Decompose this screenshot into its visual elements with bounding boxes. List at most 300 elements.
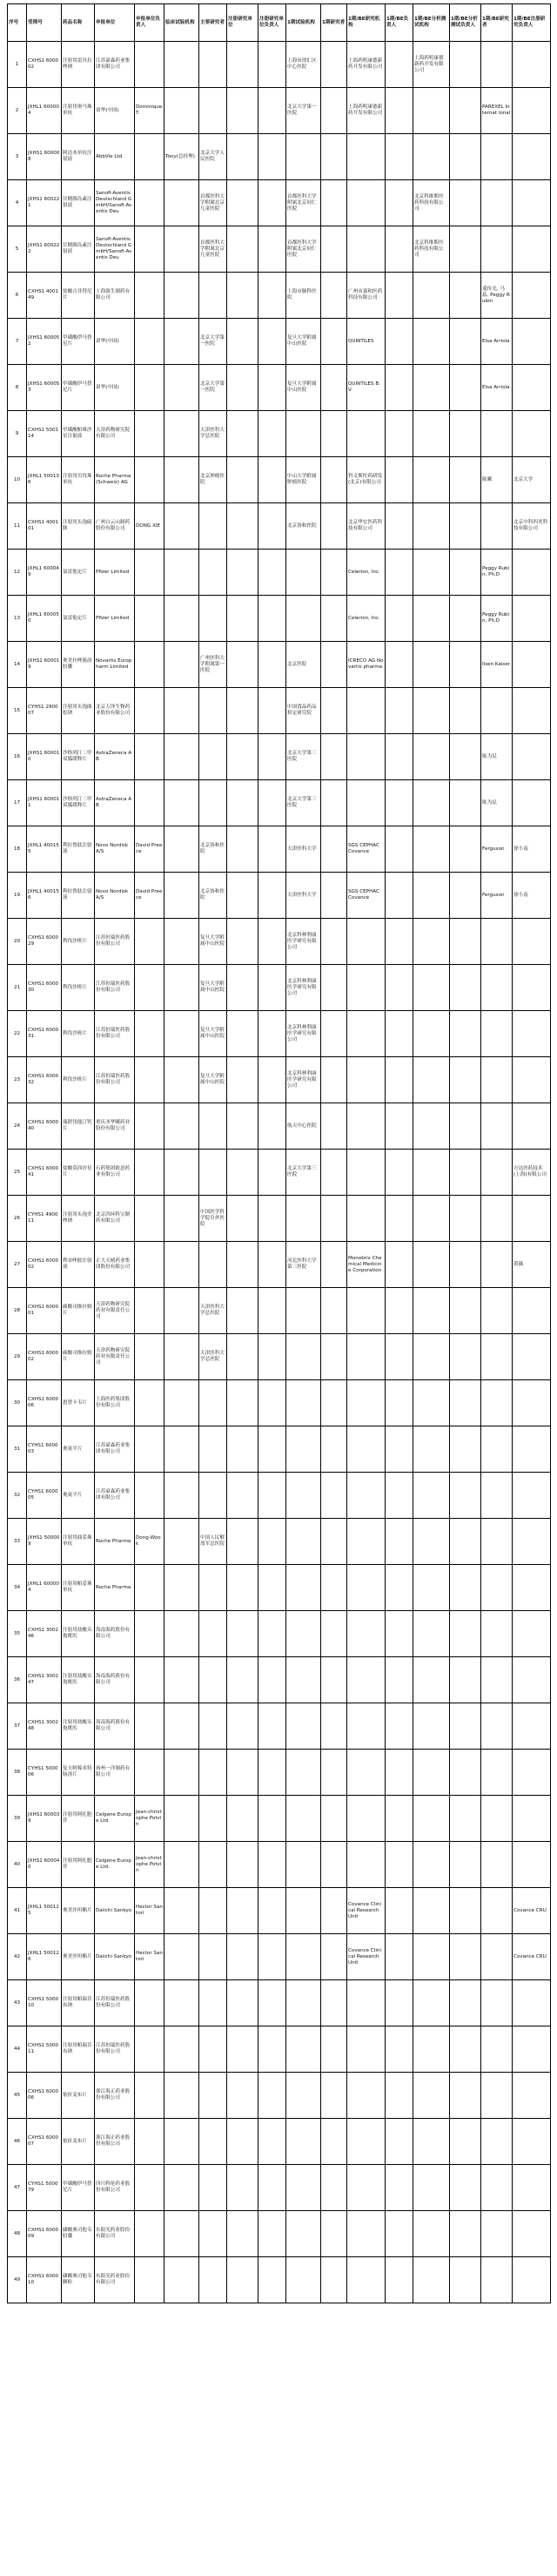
table-cell [227, 457, 258, 503]
table-cell: Elsa Arriola [481, 365, 513, 411]
table-cell [258, 1565, 286, 1611]
table-cell [258, 919, 286, 965]
table-cell [481, 180, 513, 226]
row-number-cell: 45 [8, 2073, 27, 2119]
table-cell: 徐小南 [513, 826, 551, 873]
table-cell [386, 780, 413, 826]
table-cell [227, 1380, 258, 1426]
table-cell [513, 1796, 551, 1842]
row-number-cell: 32 [8, 1473, 27, 1519]
column-header: 1期/BE研究者 [481, 4, 513, 42]
table-cell [258, 1011, 286, 1057]
table-cell [321, 596, 347, 642]
table-cell [481, 1473, 513, 1519]
table-cell [513, 965, 551, 1011]
table-cell [413, 1288, 450, 1334]
table-cell [135, 2211, 164, 2257]
acceptance-number-cell: JXHL1 500136 [27, 457, 62, 503]
row-number-cell: 49 [8, 2257, 27, 2303]
table-cell [386, 2119, 413, 2165]
table-cell [321, 1842, 347, 1888]
table-cell [135, 1657, 164, 1703]
table-cell [199, 1242, 227, 1288]
table-cell [286, 2026, 321, 2073]
table-cell: 四川科伦药业股份有限公司 [95, 2165, 135, 2211]
table-cell [227, 1103, 258, 1150]
table-row [8, 550, 551, 596]
table-cell: Celerion, Inc. [347, 596, 386, 642]
table-cell [258, 1196, 286, 1242]
table-cell [513, 1288, 551, 1334]
table-cell: 正大天晴药业集团股份有限公司 [95, 1242, 135, 1288]
table-cell [135, 134, 164, 180]
table-cell [386, 1934, 413, 1980]
table-row [8, 873, 551, 919]
table-cell [513, 596, 551, 642]
table-row [8, 1242, 551, 1288]
table-cell: 北京大学第三医院 [286, 1150, 321, 1196]
column-header: 主要研究者 [199, 4, 227, 42]
table-cell [258, 180, 286, 226]
table-cell [164, 919, 199, 965]
table-cell [258, 780, 286, 826]
table-cell [227, 780, 258, 826]
table-cell: 北京协和医院 [286, 503, 321, 550]
table-cell: 天津医科大学总医院 [199, 1334, 227, 1380]
table-row [8, 1750, 551, 1796]
table-cell: 北京科维斯医药科技有限公司 [413, 226, 450, 273]
table-row [8, 1888, 551, 1934]
table-cell [481, 1796, 513, 1842]
table-cell: Hector Santori [135, 1934, 164, 1980]
table-cell [286, 1657, 321, 1703]
table-row [8, 2257, 551, 2303]
table-cell: 上海药明康德新药开发有限公司 [413, 42, 450, 88]
table-cell [164, 1473, 199, 1519]
table-cell [227, 1242, 258, 1288]
table-cell [513, 1611, 551, 1657]
column-header: 1期/BE负责人 [386, 4, 413, 42]
table-cell [450, 2073, 481, 2119]
table-row [8, 1426, 551, 1473]
table-cell [450, 1611, 481, 1657]
table-row [8, 411, 551, 457]
column-header: 注册研究单位 [227, 4, 258, 42]
table-cell [413, 503, 450, 550]
table-cell [321, 1334, 347, 1380]
table-cell: Daiichi Sankyo [95, 1888, 135, 1934]
acceptance-number-cell: CXHS1 500010 [27, 1980, 62, 2026]
table-cell [347, 1980, 386, 2026]
acceptance-number-cell: JXHS1 600221 [27, 180, 62, 226]
table-row [8, 2119, 551, 2165]
table-cell [513, 134, 551, 180]
table-cell [135, 226, 164, 273]
table-cell [135, 688, 164, 734]
row-number-cell: 26 [8, 1196, 27, 1242]
table-cell [135, 1196, 164, 1242]
column-header: 药品名称 [62, 4, 95, 42]
table-cell [227, 688, 258, 734]
table-cell [135, 2073, 164, 2119]
table-cell [513, 1657, 551, 1703]
table-cell [450, 1103, 481, 1150]
table-cell: 北京华宏医药科技有限公司 [347, 503, 386, 550]
table-cell [321, 965, 347, 1011]
table-row [8, 365, 551, 411]
drug-name-cell: 阿达木单抗注射液 [62, 134, 95, 180]
table-cell [199, 1796, 227, 1842]
table-cell [164, 1196, 199, 1242]
table-cell [347, 1380, 386, 1426]
table-cell [135, 1057, 164, 1103]
table-cell [481, 965, 513, 1011]
table-cell [258, 319, 286, 365]
table-cell [386, 734, 413, 780]
table-cell: 北京协和医院 [199, 826, 227, 873]
column-header: 申报单位 [95, 4, 135, 42]
row-number-cell: 8 [8, 365, 27, 411]
table-cell [135, 365, 164, 411]
table-cell [135, 919, 164, 965]
table-cell [386, 1565, 413, 1611]
table-cell: Elsa Arriola [481, 319, 513, 365]
table-cell [513, 642, 551, 688]
row-number-cell: 15 [8, 688, 27, 734]
table-cell [199, 2073, 227, 2119]
acceptance-number-cell: JXHS1 600053 [27, 365, 62, 411]
table-cell [386, 2073, 413, 2119]
acceptance-number-cell: CYHS1 490011 [27, 1196, 62, 1242]
column-header: 1期/BE注册研究负责人 [513, 4, 551, 42]
table-cell [450, 1842, 481, 1888]
table-cell [413, 1473, 450, 1519]
table-cell [135, 273, 164, 319]
table-cell [347, 1426, 386, 1473]
table-cell [258, 1703, 286, 1750]
drug-name-cell: 利伐沙班片 [62, 1057, 95, 1103]
table-cell: 北京大学人民医院 [199, 134, 227, 180]
table-cell [258, 1057, 286, 1103]
table-cell: 北京大学第三医院 [286, 734, 321, 780]
table-cell [386, 134, 413, 180]
row-number-cell: 21 [8, 965, 27, 1011]
registration-table-sheet [7, 3, 550, 2303]
table-cell [481, 1288, 513, 1334]
table-cell [286, 411, 321, 457]
table-cell [258, 550, 286, 596]
table-cell: Sanofi-Aventis Deutschland GmbH/Sanofi-Aventis Deu [95, 226, 135, 273]
table-cell [413, 319, 450, 365]
table-cell: ICRECO AG Novartis pharma [347, 642, 386, 688]
table-cell [199, 1565, 227, 1611]
table-cell [227, 273, 258, 319]
table-cell [135, 2119, 164, 2165]
table-cell [286, 134, 321, 180]
table-cell [135, 1565, 164, 1611]
table-cell: 科文斯医药研发(北京)有限公司 [347, 457, 386, 503]
table-cell [286, 550, 321, 596]
table-cell: 重庆圣华曦药业股份有限公司 [95, 1103, 135, 1150]
table-cell [413, 1565, 450, 1611]
table-cell: 黄薇 [513, 1242, 551, 1288]
table-cell [386, 1103, 413, 1150]
table-cell [386, 642, 413, 688]
table-cell [321, 688, 347, 734]
acceptance-number-cell: JXHL1 600050 [27, 596, 62, 642]
table-cell: Pfizer Limited [95, 550, 135, 596]
table-row [8, 1657, 551, 1703]
table-row [8, 1196, 551, 1242]
table-cell [513, 2119, 551, 2165]
table-cell [413, 1380, 450, 1426]
table-cell [481, 1196, 513, 1242]
table-cell [481, 1011, 513, 1057]
table-cell [227, 1657, 258, 1703]
table-cell [413, 1657, 450, 1703]
table-cell [227, 642, 258, 688]
table-row [8, 1796, 551, 1842]
acceptance-number-cell: JXHL1 600049 [27, 550, 62, 596]
table-cell [481, 42, 513, 88]
table-cell: 海南海药股份有限公司 [95, 1703, 135, 1750]
table-cell [135, 411, 164, 457]
table-row [8, 457, 551, 503]
table-cell [513, 1565, 551, 1611]
table-cell [258, 1888, 286, 1934]
table-cell [386, 42, 413, 88]
table-cell [258, 365, 286, 411]
table-cell [164, 1980, 199, 2026]
table-row [8, 596, 551, 642]
table-cell [450, 88, 481, 134]
table-cell [386, 88, 413, 134]
drug-name-cell: 复方阿嗪米特肠溶片 [62, 1750, 95, 1796]
table-cell [413, 134, 450, 180]
drug-name-cell: 碳酸司维拉姆片 [62, 1288, 95, 1334]
table-cell: 首都医科大学附属北京儿童医院 [199, 226, 227, 273]
table-cell [164, 1057, 199, 1103]
table-row [8, 965, 551, 1011]
table-cell [164, 1703, 199, 1750]
table-cell [481, 1057, 513, 1103]
table-cell [413, 688, 450, 734]
table-cell: 复旦大学附属中山医院 [199, 965, 227, 1011]
table-cell [164, 457, 199, 503]
table-cell [321, 2119, 347, 2165]
drug-name-cell: 恩替卡韦片 [62, 1380, 95, 1426]
table-cell [286, 2257, 321, 2303]
table-cell [450, 1196, 481, 1242]
table-cell [135, 965, 164, 1011]
table-cell: 浙江海正药业股份有限公司 [95, 2073, 135, 2119]
table-cell: 海南海药股份有限公司 [95, 1657, 135, 1703]
table-cell [450, 457, 481, 503]
table-cell [481, 503, 513, 550]
acceptance-number-cell: CXHS1 600029 [27, 919, 62, 965]
table-cell [513, 411, 551, 457]
table-cell [413, 1242, 450, 1288]
table-row [8, 1103, 551, 1150]
table-cell [513, 1103, 551, 1150]
table-cell: 天津医科大学总医院 [199, 411, 227, 457]
table-cell [258, 1242, 286, 1288]
table-cell [321, 1011, 347, 1057]
table-cell [450, 1242, 481, 1288]
table-cell [164, 734, 199, 780]
table-cell [450, 1980, 481, 2026]
table-cell [386, 965, 413, 1011]
table-cell: 诺华(中国) [95, 88, 135, 134]
table-cell: Celgene Europe Ltd. [95, 1796, 135, 1842]
table-cell: 上海医药集团股份有限公司 [95, 1380, 135, 1426]
table-cell [386, 1750, 413, 1796]
table-cell: QUINTILES [347, 319, 386, 365]
table-cell [321, 457, 347, 503]
table-cell: 东阳光药业股份有限公司 [95, 2257, 135, 2303]
table-cell [347, 1150, 386, 1196]
table-cell [227, 1473, 258, 1519]
acceptance-number-cell: JXHS1 600039 [27, 1796, 62, 1842]
table-cell [347, 1103, 386, 1150]
table-cell [413, 1703, 450, 1750]
drug-name-cell: 注射用盐酸头孢吡肟 [62, 1611, 95, 1657]
table-cell [481, 1242, 513, 1288]
table-cell [481, 2257, 513, 2303]
table-cell [321, 88, 347, 134]
table-cell [513, 180, 551, 226]
table-cell [481, 1565, 513, 1611]
table-cell [413, 1611, 450, 1657]
acceptance-number-cell: CXHS1 400101 [27, 503, 62, 550]
table-cell [450, 1888, 481, 1934]
table-cell [164, 826, 199, 873]
drug-name-cell: 沙格列汀二甲双胍缓释片 [62, 734, 95, 780]
acceptance-number-cell: CXHS1 600002 [27, 42, 62, 88]
table-cell [321, 1519, 347, 1565]
table-cell [227, 1288, 258, 1334]
table-cell [450, 319, 481, 365]
table-cell [286, 1196, 321, 1242]
table-cell [258, 1519, 286, 1565]
table-cell [227, 2119, 258, 2165]
table-cell [286, 1565, 321, 1611]
table-cell [321, 1611, 347, 1657]
table-cell [135, 596, 164, 642]
table-cell: 江苏恒瑞医药股份有限公司 [95, 2026, 135, 2073]
table-cell [164, 550, 199, 596]
table-cell [258, 411, 286, 457]
table-cell [258, 457, 286, 503]
table-cell: 复旦大学附属中山医院 [199, 1057, 227, 1103]
table-cell [450, 503, 481, 550]
table-cell [258, 965, 286, 1011]
drug-name-cell: 注射用阿扎胞苷 [62, 1796, 95, 1842]
table-cell: 北京科林利康医学研究有限公司 [286, 919, 321, 965]
table-cell [321, 2073, 347, 2119]
table-cell [450, 273, 481, 319]
table-cell [481, 1703, 513, 1750]
table-cell: 北京大学第一医院 [199, 319, 227, 365]
table-header [8, 4, 551, 42]
table-cell: 北京科维斯医药科技有限公司 [413, 180, 450, 226]
table-cell [450, 226, 481, 273]
table-row [8, 1611, 551, 1657]
table-cell [164, 1519, 199, 1565]
table-cell: 天津药物研究院有限公司 [95, 411, 135, 457]
table-cell: 诺华(中国) [95, 365, 135, 411]
table-cell [227, 1796, 258, 1842]
table-cell [321, 1934, 347, 1980]
table-cell [321, 2165, 347, 2211]
table-cell [164, 688, 199, 734]
row-number-cell: 23 [8, 1057, 27, 1103]
acceptance-number-cell: CYHS1 600005 [27, 1473, 62, 1519]
table-cell [321, 1426, 347, 1473]
table-row [8, 2211, 551, 2257]
table-cell [347, 180, 386, 226]
table-cell [413, 1842, 450, 1888]
table-cell [413, 2211, 450, 2257]
table-cell [286, 1288, 321, 1334]
table-cell [450, 1750, 481, 1796]
table-cell [258, 734, 286, 780]
table-row [8, 1288, 551, 1334]
table-cell [227, 1196, 258, 1242]
table-cell [199, 1150, 227, 1196]
row-number-cell: 33 [8, 1519, 27, 1565]
table-cell [258, 2026, 286, 2073]
table-cell [258, 503, 286, 550]
row-number-cell: 4 [8, 180, 27, 226]
table-cell [135, 1011, 164, 1057]
acceptance-number-cell: JXHS1 600222 [27, 226, 62, 273]
table-cell [164, 226, 199, 273]
table-cell [286, 1380, 321, 1426]
row-number-cell: 40 [8, 1842, 27, 1888]
table-cell: 上海强生制药有限公司 [95, 273, 135, 319]
table-cell [413, 1103, 450, 1150]
table-row [8, 1519, 551, 1565]
table-cell [413, 1426, 450, 1473]
table-cell [258, 873, 286, 919]
table-cell [413, 642, 450, 688]
table-cell [258, 2257, 286, 2303]
table-cell: Peggy Rubin, Ph.D [481, 596, 513, 642]
table-cell [258, 1842, 286, 1888]
table-cell [227, 1980, 258, 2026]
table-cell [450, 1426, 481, 1473]
table-cell: 江苏豪森药业集团有限公司 [95, 42, 135, 88]
drug-name-cell: 盐酸莫西沙星片 [62, 1150, 95, 1196]
table-row [8, 1150, 551, 1196]
table-cell [450, 550, 481, 596]
table-cell [413, 2257, 450, 2303]
table-cell [227, 1934, 258, 1980]
table-cell [481, 2211, 513, 2257]
table-cell [199, 550, 227, 596]
table-cell [227, 503, 258, 550]
table-cell [135, 1150, 164, 1196]
table-cell [135, 319, 164, 365]
table-cell [513, 1380, 551, 1426]
table-cell [450, 1657, 481, 1703]
table-cell [135, 1426, 164, 1473]
table-cell [386, 919, 413, 965]
acceptance-number-cell: CXHS1 300246 [27, 1611, 62, 1657]
table-cell [199, 273, 227, 319]
table-cell [135, 2026, 164, 2073]
